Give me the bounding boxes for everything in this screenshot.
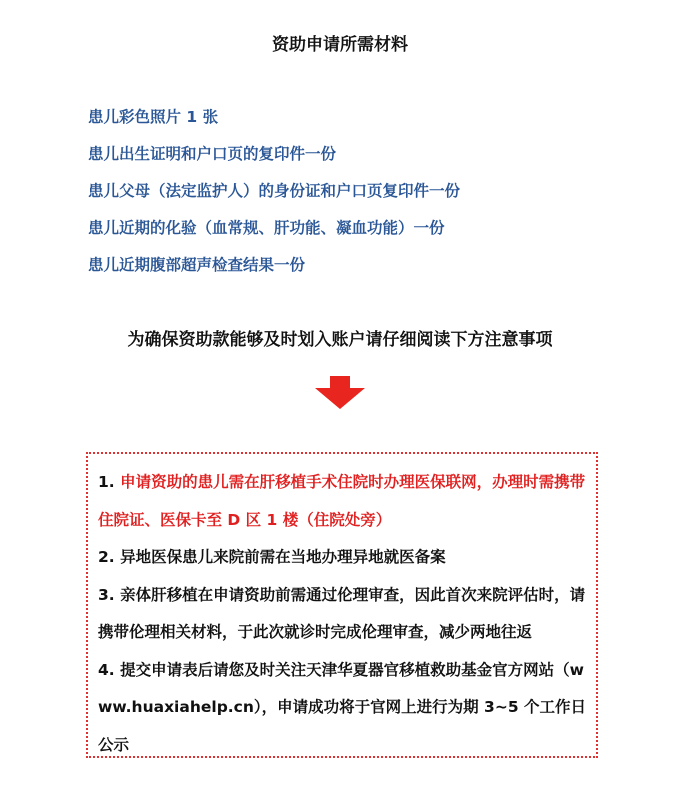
list-item: 患儿近期的化验（血常规、肝功能、凝血功能）一份	[88, 219, 445, 237]
list-item: 患儿父母（法定监护人）的身份证和户口页复印件一份	[88, 182, 461, 200]
note-2	[98, 539, 590, 577]
note-2-number: 2.	[98, 548, 115, 566]
note-1	[98, 464, 590, 539]
down-arrow-icon	[315, 376, 365, 409]
note-1-text: 申请资助的患儿需在肝移植手术住院时办理医保联网，办理时需携带住院证、医保卡至 D 区 1 楼（住院处旁）	[98, 473, 586, 529]
note-4	[98, 652, 590, 765]
note-3-number: 3.	[98, 585, 115, 604]
note-1-number: 1.	[98, 473, 115, 491]
page-title: 资助申请所需材料	[272, 35, 408, 55]
note-2-text: 异地医保患儿来院前需在当地办理异地就医备案	[120, 548, 446, 566]
list-item: 患儿出生证明和户口页的复印件一份	[88, 145, 337, 163]
materials-list	[88, 104, 460, 289]
note-4-text: 提交申请表后请您及时关注天津华夏器官移植救助基金官方网站（www.huaxiahelp.cn），申请成功将于官网上进行为期 3~5 个工作日公示	[98, 660, 587, 754]
notes-box	[86, 452, 598, 758]
note-3	[98, 577, 590, 652]
notice-heading: 为确保资助款能够及时划入账户请仔细阅读下方注意事项	[127, 330, 553, 350]
note-4-number: 4.	[98, 660, 115, 679]
list-item: 患儿彩色照片 1 张	[88, 108, 219, 126]
list-item: 患儿近期腹部超声检查结果一份	[88, 256, 306, 274]
note-3-text: 亲体肝移植在申请资助前需通过伦理审查，因此首次来院评估时，请携带伦理相关材料，于此次就诊时完成伦理审查，减少两地往返	[98, 585, 586, 641]
